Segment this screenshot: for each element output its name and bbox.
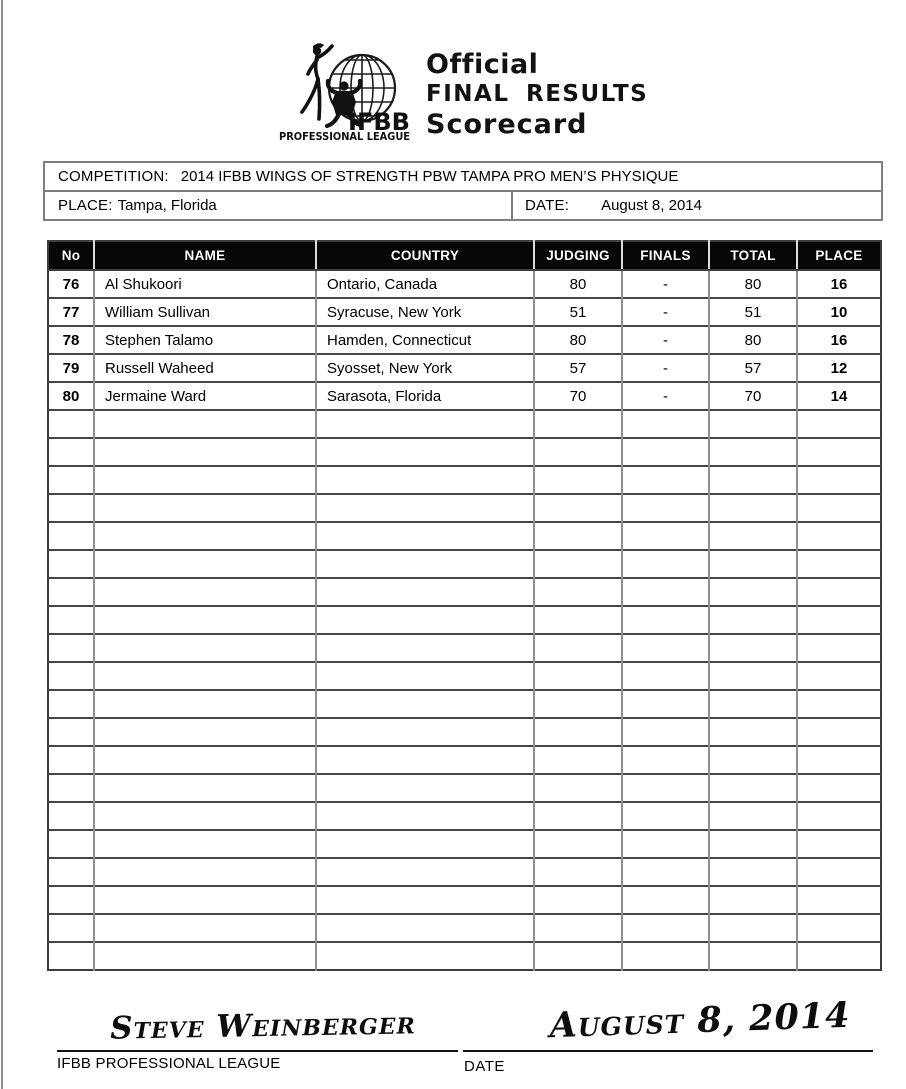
cell-finals <box>622 662 709 690</box>
signature-handwriting: Steve Weinberger <box>109 1005 417 1047</box>
cell-name <box>94 494 316 522</box>
cell-total <box>709 858 797 886</box>
cell-country: Hamden, Connecticut <box>316 326 534 354</box>
cell-judging: 70 <box>534 382 622 410</box>
cell-place <box>797 522 881 550</box>
place-label: PLACE: <box>58 197 113 214</box>
cell-judging: 80 <box>534 326 622 354</box>
cell-judging: 80 <box>534 270 622 298</box>
cell-finals: - <box>622 354 709 382</box>
cell-country <box>316 634 534 662</box>
cell-no <box>48 466 94 494</box>
empty-row <box>48 634 881 662</box>
cell-judging <box>534 438 622 466</box>
cell-judging <box>534 550 622 578</box>
cell-total <box>709 578 797 606</box>
cell-no: 79 <box>48 354 94 382</box>
result-row <box>48 354 881 382</box>
cell-no <box>48 746 94 774</box>
cell-name <box>94 550 316 578</box>
cell-judging <box>534 802 622 830</box>
cell-place <box>797 858 881 886</box>
empty-row <box>48 886 881 914</box>
empty-row <box>48 774 881 802</box>
cell-name: Stephen Talamo <box>94 326 316 354</box>
date-line-label: DATE <box>464 1058 505 1075</box>
cell-total <box>709 718 797 746</box>
cell-country <box>316 774 534 802</box>
cell-total: 51 <box>709 298 797 326</box>
cell-name <box>94 662 316 690</box>
empty-row <box>48 606 881 634</box>
cell-country <box>316 662 534 690</box>
cell-no <box>48 410 94 438</box>
date-label: DATE: <box>525 197 570 214</box>
cell-country <box>316 802 534 830</box>
logo-suborg-text: PROFESSIONAL LEAGUE <box>279 131 410 142</box>
column-header-finals: FINALS <box>622 241 709 270</box>
document-title <box>426 40 648 140</box>
cell-total <box>709 914 797 942</box>
cell-place <box>797 410 881 438</box>
cell-judging <box>534 718 622 746</box>
cell-country <box>316 830 534 858</box>
cell-judging <box>534 606 622 634</box>
results-header-row <box>48 241 881 270</box>
cell-finals <box>622 410 709 438</box>
empty-row <box>48 466 881 494</box>
cell-place <box>797 690 881 718</box>
empty-row <box>48 746 881 774</box>
empty-row <box>48 662 881 690</box>
cell-judging <box>534 410 622 438</box>
cell-total <box>709 746 797 774</box>
cell-place <box>797 634 881 662</box>
cell-no <box>48 830 94 858</box>
cell-place <box>797 942 881 970</box>
place-date-row <box>45 192 881 219</box>
cell-total <box>709 606 797 634</box>
cell-name <box>94 690 316 718</box>
cell-name: William Sullivan <box>94 298 316 326</box>
signature-line-label: IFBB PROFESSIONAL LEAGUE <box>57 1055 281 1072</box>
cell-total <box>709 438 797 466</box>
cell-total <box>709 494 797 522</box>
cell-total <box>709 690 797 718</box>
cell-no: 77 <box>48 298 94 326</box>
cell-finals <box>622 746 709 774</box>
cell-total <box>709 410 797 438</box>
cell-finals: - <box>622 270 709 298</box>
cell-place: 16 <box>797 326 881 354</box>
cell-country <box>316 914 534 942</box>
cell-name <box>94 802 316 830</box>
column-header-name: NAME <box>94 241 316 270</box>
cell-name <box>94 522 316 550</box>
competition-label: COMPETITION: <box>58 168 169 185</box>
cell-no <box>48 858 94 886</box>
cell-judging <box>534 578 622 606</box>
cell-finals <box>622 858 709 886</box>
empty-row <box>48 942 881 970</box>
signature-line <box>57 1050 458 1052</box>
cell-place: 10 <box>797 298 881 326</box>
cell-no <box>48 774 94 802</box>
cell-judging: 51 <box>534 298 622 326</box>
cell-no: 76 <box>62 275 80 293</box>
cell-no <box>48 634 94 662</box>
column-header-judging: JUDGING <box>534 241 622 270</box>
cell-no <box>48 662 94 690</box>
cell-country <box>316 942 534 970</box>
cell-place <box>797 802 881 830</box>
cell-country: Syosset, New York <box>316 354 534 382</box>
cell-place <box>797 466 881 494</box>
cell-judging <box>534 886 622 914</box>
cell-no <box>48 578 94 606</box>
cell-country <box>316 886 534 914</box>
cell-country <box>316 550 534 578</box>
cell-total: 70 <box>709 382 797 410</box>
cell-place <box>797 662 881 690</box>
cell-country <box>316 718 534 746</box>
column-header-place: PLACE <box>797 241 881 270</box>
cell-country <box>316 494 534 522</box>
title-line-scorecard: Scorecard <box>426 109 588 140</box>
column-header-country: COUNTRY <box>316 241 534 270</box>
cell-name <box>94 942 316 970</box>
cell-total <box>709 522 797 550</box>
cell-finals <box>622 466 709 494</box>
empty-row <box>48 718 881 746</box>
cell-total: 80 <box>709 270 797 298</box>
cell-place <box>797 550 881 578</box>
date-handwriting: August 8, 2014 <box>548 994 852 1047</box>
cell-total: 80 <box>709 326 797 354</box>
cell-country <box>316 410 534 438</box>
date-value: August 8, 2014 <box>601 197 702 214</box>
cell-total <box>709 774 797 802</box>
cell-country: Ontario, Canada <box>316 270 534 298</box>
cell-judging <box>534 914 622 942</box>
empty-row <box>48 914 881 942</box>
empty-row <box>48 438 881 466</box>
date-cell <box>511 192 881 219</box>
cell-total: 57 <box>709 354 797 382</box>
cell-finals <box>622 578 709 606</box>
cell-name: Al Shukoori <box>94 270 316 298</box>
cell-country <box>316 858 534 886</box>
empty-row <box>48 522 881 550</box>
cell-name <box>94 634 316 662</box>
cell-judging <box>534 662 622 690</box>
cell-total <box>709 830 797 858</box>
cell-no <box>48 718 94 746</box>
cell-finals <box>622 942 709 970</box>
cell-name <box>94 914 316 942</box>
cell-name <box>94 578 316 606</box>
empty-row <box>48 410 881 438</box>
column-header-no: No <box>48 241 94 270</box>
cell-name <box>94 438 316 466</box>
cell-judging <box>534 494 622 522</box>
cell-finals <box>622 830 709 858</box>
cell-name <box>94 858 316 886</box>
empty-row <box>48 858 881 886</box>
cell-no <box>48 550 94 578</box>
cell-total <box>709 662 797 690</box>
cell-judging <box>534 522 622 550</box>
cell-country <box>316 522 534 550</box>
cell-judging <box>534 942 622 970</box>
cell-finals <box>622 438 709 466</box>
cell-no <box>48 494 94 522</box>
cell-judging <box>534 858 622 886</box>
cell-country <box>316 690 534 718</box>
cell-country: Sarasota, Florida <box>316 382 534 410</box>
cell-place: 16 <box>797 270 881 298</box>
cell-country <box>316 606 534 634</box>
cell-name <box>94 466 316 494</box>
cell-place <box>797 718 881 746</box>
empty-row <box>48 802 881 830</box>
cell-name <box>94 410 316 438</box>
competition-row <box>45 163 881 192</box>
cell-name <box>94 746 316 774</box>
place-cell <box>45 192 511 219</box>
cell-place <box>797 914 881 942</box>
cell-place <box>797 774 881 802</box>
cell-country <box>316 438 534 466</box>
empty-row <box>48 830 881 858</box>
competition-info-box <box>43 161 883 221</box>
cell-judging <box>534 830 622 858</box>
empty-row <box>48 578 881 606</box>
cell-place <box>797 830 881 858</box>
logo-org-text: IFBB <box>348 108 410 136</box>
cell-place <box>797 746 881 774</box>
cell-no: 78 <box>48 326 94 354</box>
cell-finals: - <box>622 298 709 326</box>
cell-total <box>709 634 797 662</box>
column-header-total: TOTAL <box>709 241 797 270</box>
empty-row <box>48 550 881 578</box>
cell-name <box>94 606 316 634</box>
cell-place <box>797 886 881 914</box>
empty-row <box>48 690 881 718</box>
cell-finals <box>622 718 709 746</box>
ifbb-logo <box>277 40 412 142</box>
cell-place <box>797 494 881 522</box>
cell-total <box>709 466 797 494</box>
cell-finals <box>622 522 709 550</box>
cell-finals <box>622 802 709 830</box>
cell-name <box>94 718 316 746</box>
result-row <box>48 270 881 298</box>
results-table <box>47 240 882 971</box>
cell-country <box>316 466 534 494</box>
cell-country <box>316 578 534 606</box>
cell-name: Russell Waheed <box>94 354 316 382</box>
cell-total <box>709 886 797 914</box>
cell-judging <box>534 634 622 662</box>
cell-judging <box>534 690 622 718</box>
cell-finals <box>622 690 709 718</box>
cell-no: 80 <box>48 382 94 410</box>
cell-finals: - <box>622 326 709 354</box>
cell-no <box>48 522 94 550</box>
title-line-official: Official <box>426 49 539 80</box>
title-line-final-results: FINAL RESULTS <box>426 81 649 107</box>
document-header <box>277 40 648 142</box>
empty-row <box>48 494 881 522</box>
cell-no <box>48 606 94 634</box>
cell-finals <box>622 914 709 942</box>
cell-finals <box>622 774 709 802</box>
result-row <box>48 326 881 354</box>
page-left-edge-line <box>1 0 3 1089</box>
cell-no <box>48 914 94 942</box>
cell-name <box>94 886 316 914</box>
cell-finals <box>622 494 709 522</box>
cell-place <box>797 578 881 606</box>
result-row <box>48 298 881 326</box>
cell-no <box>48 886 94 914</box>
cell-total <box>709 802 797 830</box>
cell-judging <box>534 746 622 774</box>
date-line <box>463 1050 873 1052</box>
cell-no <box>48 802 94 830</box>
cell-judging: 57 <box>534 354 622 382</box>
competition-value: 2014 IFBB WINGS OF STRENGTH PBW TAMPA PRO MEN’S PHYSIQUE <box>180 168 679 185</box>
cell-total <box>709 550 797 578</box>
cell-no <box>48 690 94 718</box>
cell-finals <box>622 886 709 914</box>
cell-country: Syracuse, New York <box>316 298 534 326</box>
results-table-body <box>48 270 881 970</box>
cell-no <box>48 942 94 970</box>
cell-judging <box>534 774 622 802</box>
cell-place: 12 <box>797 354 881 382</box>
cell-place <box>797 438 881 466</box>
cell-name <box>94 774 316 802</box>
place-value: Tampa, Florida <box>117 197 217 214</box>
cell-name: Jermaine Ward <box>94 382 316 410</box>
cell-finals <box>622 606 709 634</box>
result-row <box>48 382 881 410</box>
cell-no <box>48 438 94 466</box>
cell-total <box>709 942 797 970</box>
cell-place <box>797 606 881 634</box>
cell-judging <box>534 466 622 494</box>
cell-finals <box>622 550 709 578</box>
cell-finals <box>622 634 709 662</box>
cell-place: 14 <box>797 382 881 410</box>
ifbb-logo-icon <box>277 40 412 142</box>
cell-name <box>94 830 316 858</box>
cell-finals: - <box>622 382 709 410</box>
cell-country <box>316 746 534 774</box>
